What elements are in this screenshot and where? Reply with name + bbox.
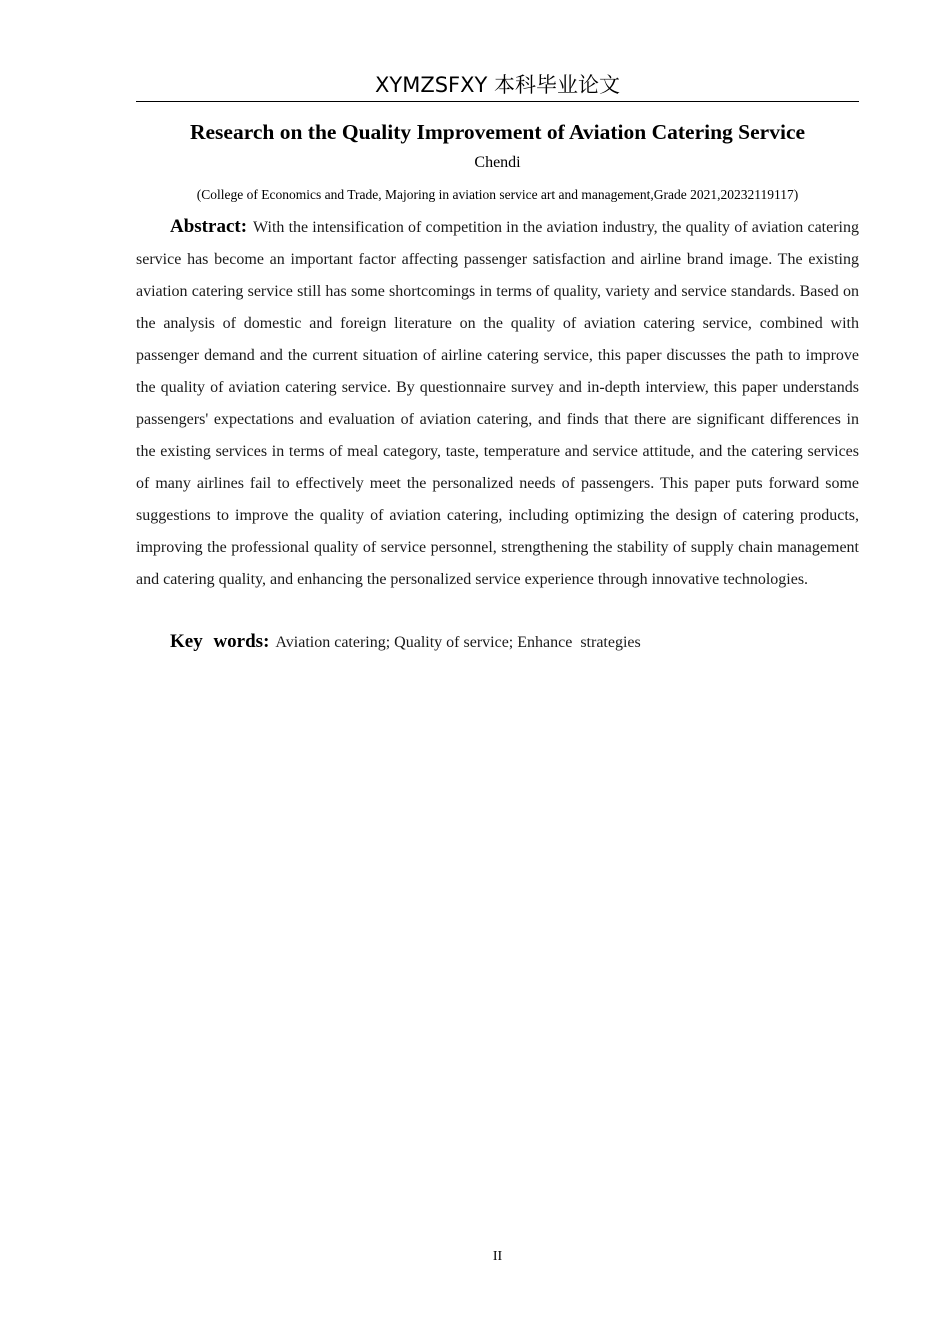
keywords-label: Key words: xyxy=(170,631,270,652)
header-rule xyxy=(136,101,859,102)
running-header: XYMZSFXY 本科毕业论文 xyxy=(374,73,621,97)
abstract-text: With the intensification of competition in the aviation industry, the quality of aviation catering service has become an important factor affecting passenger satisfaction and airline brand image. The existing aviation catering service still has some shortcomings in terms of quality, variety and service standards. Based on the analysis of domestic and foreign literature on the quality of aviation catering service, combined with passenger demand and the current situation of airline catering service, this paper discusses the path to improve the quality of aviation catering service. By questionnaire survey and in-depth interview, this paper understands passengers' expectations and evaluation of aviation catering, and finds that there are significant differences in the existing services in terms of meal category, taste, temperature and service attitude, and the catering services of many airlines fail to effectively meet the personalized needs of passengers. This paper puts forward some suggestions to improve the quality of aviation catering, including optimizing the design of catering products, improving the professional quality of service personnel, strengthening the stability of supply chain management and catering quality, and enhancing the personalized service experience through innovative technologies. xyxy=(136,219,859,588)
page-number: II xyxy=(492,1249,503,1264)
paper-title: Research on the Quality Improvement of Aviation Catering Service xyxy=(189,120,806,144)
abstract-paragraph xyxy=(136,211,859,596)
keywords-line xyxy=(136,626,859,659)
keywords-text: Aviation catering; Quality of service; Enhance strategies xyxy=(275,634,641,651)
paper-affiliation: (College of Economics and Trade, Majoring in aviation service art and management,Grade 2021,20232119117) xyxy=(196,187,799,202)
abstract-label: Abstract: xyxy=(170,216,248,237)
paper-author: Chendi xyxy=(474,154,521,171)
